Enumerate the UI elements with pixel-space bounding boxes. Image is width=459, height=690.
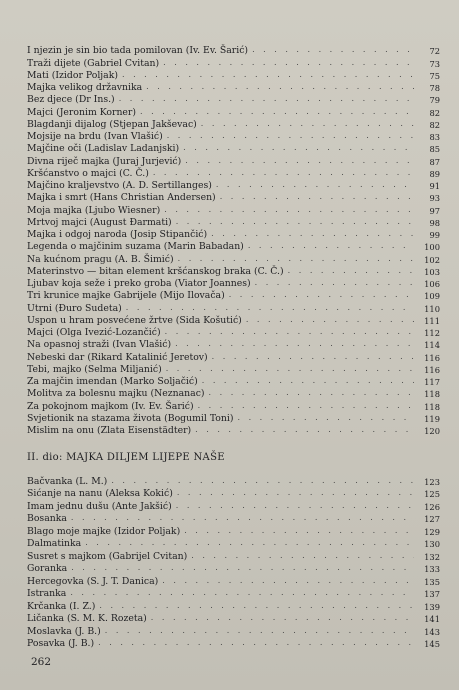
- toc-entry-title: Kršćanstvo o majci (C. Č.): [27, 167, 149, 179]
- dot-leader: [163, 58, 414, 68]
- dot-leader: [176, 217, 414, 227]
- toc-entry-title: Dalmatinka: [27, 538, 82, 549]
- toc-entry-page: 133: [424, 564, 440, 574]
- toc-entry: [27, 549, 440, 562]
- toc-entry-title: Istranka: [27, 588, 67, 599]
- toc-entry-page: 126: [424, 501, 440, 512]
- toc-entry-title: Tri krunice majke Gabrijele (Mijo Ilovača): [27, 290, 225, 302]
- toc-entry-title: Traži dijete (Gabriel Cvitan): [27, 57, 160, 69]
- dot-leader: [229, 290, 414, 300]
- toc-entry-title: Goranka: [27, 563, 68, 574]
- toc-entry: [27, 363, 440, 375]
- toc-entry: [27, 179, 440, 191]
- toc-entry-title: Majka i smrt (Hans Christian Andersen): [27, 192, 216, 204]
- toc-entry-page: 82: [429, 107, 440, 118]
- toc-entry-title: Susret s majkom (Gabrijel Cvitan): [27, 550, 188, 562]
- dot-leader: [175, 339, 414, 349]
- toc-entry-page: 91: [429, 181, 440, 191]
- toc-entry: [27, 191, 440, 203]
- dot-leader: [176, 501, 414, 511]
- toc-entry: [27, 474, 440, 487]
- dot-leader: [71, 513, 414, 523]
- toc-entry-title: Legenda o majčinim suzama (Marin Babadan): [27, 241, 244, 253]
- toc-entry-page: 87: [429, 156, 440, 167]
- toc-part-2: [27, 474, 440, 649]
- toc-entry-title: Ličanka (S. M. K. Rozeta): [27, 613, 147, 624]
- toc-entry: [27, 537, 440, 550]
- toc-entry: [27, 154, 440, 166]
- toc-entry-title: Tebi, majko (Selma Miljanić): [27, 363, 162, 375]
- toc-entry-page: 119: [424, 413, 440, 424]
- toc-entry-page: 130: [424, 539, 440, 549]
- toc-entry-page: 118: [424, 401, 440, 412]
- dot-leader: [177, 488, 414, 498]
- part-2-heading: II. dio: MAJKA DILJEM LIJEPE NAŠE: [27, 452, 225, 463]
- toc-entry-page: 85: [429, 144, 440, 155]
- toc-entry: [27, 399, 440, 411]
- toc-entry: [27, 216, 440, 228]
- dot-leader: [198, 401, 414, 411]
- toc-entry-page: 116: [424, 364, 440, 375]
- toc-entry-page: 83: [429, 132, 440, 142]
- dot-leader: [288, 266, 414, 276]
- dot-leader: [209, 388, 414, 398]
- toc-entry: [27, 599, 440, 612]
- toc-entry: [27, 326, 440, 338]
- toc-entry-page: 132: [424, 551, 440, 562]
- toc-entry: [27, 56, 440, 68]
- toc-entry-title: Mojsije na brdu (Ivan Vlašić): [27, 131, 163, 142]
- toc-entry: [27, 314, 440, 326]
- toc-entry-title: Majka i odgoj naroda (Josip Stipančić): [27, 229, 208, 240]
- toc-entry-page: 118: [424, 389, 440, 400]
- toc-entry: [27, 44, 440, 56]
- toc-entry-title: Majka velikog državnika: [27, 82, 143, 93]
- toc-entry-title: Mrtvoj majci (August Đarmati): [27, 216, 172, 228]
- toc-entry: [27, 574, 440, 587]
- dot-leader: [255, 278, 414, 288]
- toc-entry: [27, 375, 440, 387]
- toc-entry: [27, 277, 440, 289]
- toc-entry-page: 109: [424, 291, 440, 302]
- toc-entry-title: Na opasnoj straži (Ivan Vlašić): [27, 339, 172, 351]
- dot-leader: [85, 538, 414, 548]
- dot-leader: [151, 613, 414, 623]
- toc-entry-title: Mati (Izidor Poljak): [27, 69, 118, 81]
- toc-entry-title: I njezin je sin bio tada pomilovan (Iv. Ev. Šarić): [27, 45, 249, 57]
- toc-entry-page: 125: [424, 489, 440, 499]
- toc-entry-page: 79: [429, 95, 440, 106]
- toc-entry-page: 112: [424, 328, 440, 338]
- toc-entry-page: 89: [429, 168, 440, 179]
- toc-entry: [27, 412, 440, 424]
- toc-entry: [27, 240, 440, 252]
- toc-entry-page: 111: [424, 315, 440, 326]
- toc-entry: [27, 93, 440, 105]
- toc-entry-title: Materinstvo — bitan element kršćanskog braka (C. Č.): [27, 265, 284, 277]
- toc-entry-title: Moja majka (Ljubo Wiesner): [27, 204, 161, 216]
- toc-entry-page: 78: [429, 83, 440, 93]
- dot-leader: [212, 352, 414, 362]
- toc-entry-page: 145: [424, 639, 440, 649]
- toc-entry-title: Uspon u hram posvećene žrtve (Sida Košutić): [27, 314, 242, 326]
- dot-leader: [202, 376, 414, 386]
- toc-entry-title: Moslavka (J. B.): [27, 625, 101, 637]
- toc-entry: [27, 265, 440, 277]
- toc-entry: [27, 562, 440, 575]
- toc-entry-title: Za pokojnom majkom (Iv. Ev. Šarić): [27, 400, 194, 412]
- toc-entry-page: 98: [429, 217, 440, 228]
- dot-leader: [246, 315, 414, 325]
- toc-entry: [27, 228, 440, 240]
- toc-entry: [27, 338, 440, 350]
- dot-leader: [201, 119, 414, 129]
- toc-entry: [27, 512, 440, 525]
- toc-entry-page: 75: [429, 70, 440, 81]
- dot-leader: [126, 303, 414, 313]
- toc-entry-page: 73: [429, 58, 440, 69]
- toc-entry-page: 99: [429, 230, 440, 240]
- dot-leader: [195, 425, 414, 435]
- toc-entry-title: Sićanje na nanu (Aleksa Kokić): [27, 488, 173, 499]
- toc-entry-title: Molitva za bolesnu majku (Neznanac): [27, 388, 205, 400]
- toc-entry-page: 97: [429, 205, 440, 216]
- toc-entry-title: Majci (Olga Ivezić-Lozančić): [27, 327, 161, 338]
- toc-entry-title: Utrni (Đuro Sudeta): [27, 302, 122, 314]
- toc-entry-page: 127: [424, 514, 440, 524]
- toc-entry: [27, 350, 440, 362]
- toc-entry: [27, 105, 440, 117]
- toc-entry-page: 139: [424, 601, 440, 612]
- toc-entry: [27, 289, 440, 301]
- dot-leader: [166, 364, 414, 374]
- toc-entry-title: Majčine oči (Ladislav Ladanjski): [27, 143, 180, 155]
- toc-entry-page: 123: [424, 476, 440, 487]
- toc-entry-title: Imam jednu dušu (Ante Jakšić): [27, 500, 172, 512]
- toc-entry-page: 106: [424, 279, 440, 289]
- toc-entry: [27, 252, 440, 264]
- toc-entry-page: 120: [424, 426, 440, 436]
- toc-entry-title: Blagdanji dijalog (Stjepan Jakševac): [27, 118, 197, 130]
- toc-entry-title: Majčino kraljevstvo (A. D. Sertillanges): [27, 180, 212, 191]
- toc-entry-title: Ljubav koja seže i preko groba (Viator Joannes): [27, 278, 251, 289]
- toc-entry: [27, 587, 440, 600]
- toc-entry: [27, 130, 440, 142]
- toc-entry: [27, 612, 440, 625]
- dot-leader: [216, 180, 414, 190]
- toc-entry-title: Majci (Jeronim Korner): [27, 106, 137, 118]
- dot-leader: [105, 626, 414, 636]
- toc-entry-page: 129: [424, 526, 440, 537]
- toc-entry-page: 100: [424, 242, 440, 253]
- toc-entry: [27, 81, 440, 93]
- toc-entry-page: 117: [424, 377, 440, 387]
- dot-leader: [185, 156, 414, 166]
- dot-leader: [183, 143, 414, 153]
- toc-entry: [27, 69, 440, 81]
- toc-entry-page: 102: [424, 254, 440, 265]
- toc-entry-title: Blago moje majke (Izidor Poljak): [27, 525, 181, 537]
- dot-leader: [184, 526, 414, 536]
- toc-entry-page: 114: [424, 340, 440, 351]
- toc-entry-title: Na kućnom pragu (A. B. Šimić): [27, 253, 174, 265]
- toc-entry-page: 143: [424, 626, 440, 637]
- dot-leader: [153, 168, 414, 178]
- dot-leader: [162, 576, 414, 586]
- toc-entry: [27, 524, 440, 537]
- dot-leader: [71, 563, 414, 573]
- toc-entry-title: Bez djece (Dr Ins.): [27, 94, 115, 106]
- toc-entry-title: Svjetionik na stazama života (Bogumil Toni): [27, 412, 234, 424]
- dot-leader: [178, 254, 414, 264]
- dot-leader: [70, 588, 414, 598]
- toc-entry: [27, 387, 440, 399]
- toc-entry: [27, 637, 440, 650]
- dot-leader: [220, 192, 414, 202]
- toc-entry-page: 103: [424, 266, 440, 277]
- toc-entry: [27, 624, 440, 637]
- dot-leader: [165, 327, 414, 337]
- toc-entry: [27, 203, 440, 215]
- toc-entry: [27, 118, 440, 130]
- toc-entry: [27, 499, 440, 512]
- dot-leader: [211, 229, 414, 239]
- toc-entry-title: Nebeski dar (Rikard Katalinić Jeretov): [27, 351, 208, 363]
- toc-entry: [27, 424, 440, 436]
- dot-leader: [237, 413, 414, 423]
- toc-entry-page: 72: [429, 46, 440, 57]
- toc-entry-title: Bačvanka (L. M.): [27, 475, 108, 487]
- dot-leader: [98, 638, 414, 648]
- dot-leader: [111, 476, 414, 486]
- toc-entry: [27, 167, 440, 179]
- toc-entry-page: 82: [429, 119, 440, 130]
- dot-leader: [119, 94, 414, 104]
- dot-leader: [146, 82, 414, 92]
- page-number: 262: [31, 656, 52, 668]
- toc-entry-title: Hercegovka (S. J. T. Danica): [27, 575, 159, 587]
- toc-entry-page: 137: [424, 589, 440, 599]
- toc-part-1: [27, 44, 440, 436]
- toc-entry-page: 116: [424, 352, 440, 363]
- dot-leader: [191, 551, 414, 561]
- toc-entry-title: Za majčin imendan (Marko Soljačić): [27, 376, 198, 387]
- dot-leader: [248, 241, 414, 251]
- toc-entry-title: Krčanka (I. Z.): [27, 600, 96, 612]
- toc-entry-title: Bosanka: [27, 513, 67, 524]
- toc-entry-page: 93: [429, 193, 440, 204]
- toc-entry-page: 110: [424, 303, 440, 314]
- toc-entry: [27, 142, 440, 154]
- toc-entry: [27, 487, 440, 500]
- dot-leader: [167, 131, 414, 141]
- dot-leader: [122, 70, 414, 80]
- toc-entry: [27, 301, 440, 313]
- dot-leader: [99, 601, 414, 611]
- toc-entry-title: Posavka (J. B.): [27, 638, 95, 649]
- toc-entry-title: Divna riječ majka (Juraj Jurjević): [27, 155, 182, 167]
- toc-entry-title: Mislim na onu (Zlata Eisenstädter): [27, 425, 192, 436]
- toc-entry-page: 141: [424, 614, 440, 624]
- dot-leader: [140, 107, 414, 117]
- dot-leader: [164, 205, 414, 215]
- dot-leader: [252, 45, 414, 55]
- toc-entry-page: 135: [424, 576, 440, 587]
